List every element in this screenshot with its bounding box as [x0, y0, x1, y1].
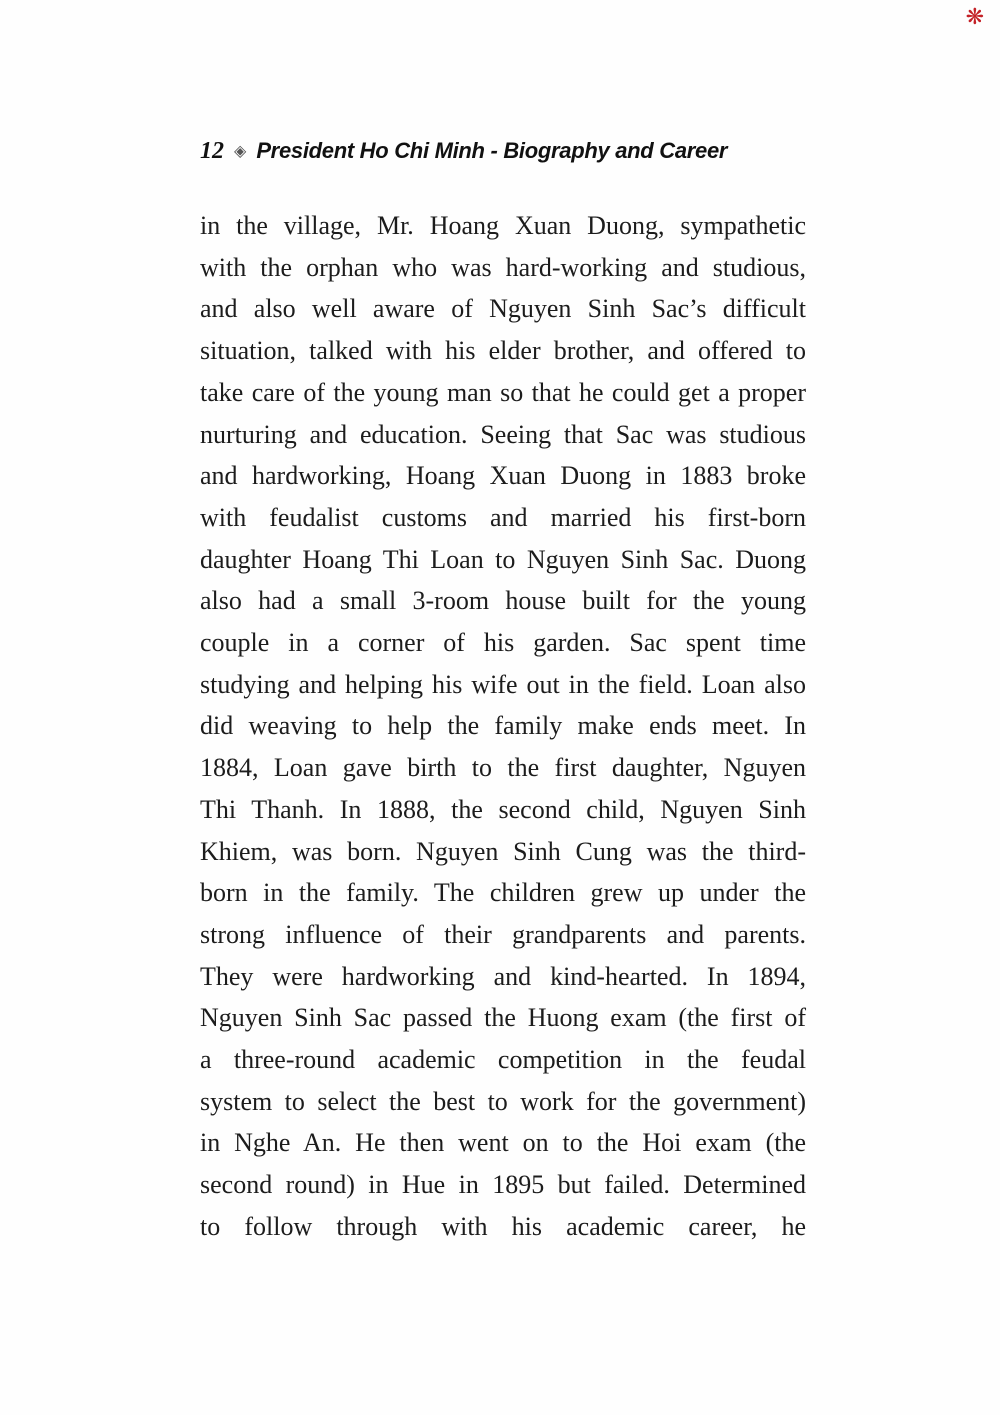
body-line: nurturing and education. Seeing that Sac was studious	[200, 419, 806, 449]
body-line: and also well aware of Nguyen Sinh Sac’s difficult	[200, 294, 806, 324]
running-header-title: President Ho Chi Minh - Biography and Career	[256, 138, 728, 163]
body-line: with the orphan who was hard-working and studious,	[200, 252, 806, 282]
body-line: second round) in Hue in 1895 but failed. Determined	[200, 1170, 806, 1200]
body-line: 1884, Loan gave birth to the first daughter, Nguyen	[200, 753, 806, 783]
body-line: couple in a corner of his garden. Sac spent time	[200, 628, 806, 658]
body-line: daughter Hoang Thi Loan to Nguyen Sinh Sac. Duong	[200, 544, 806, 574]
body-line: Thi Thanh. In 1888, the second child, Nguyen Sinh	[200, 794, 806, 824]
body-line: system to select the best to work for the government)	[200, 1086, 806, 1116]
body-line: strong influence of their grandparents and parents.	[200, 919, 806, 949]
body-line: a three-round academic competition in the feudal	[200, 1045, 806, 1075]
body-line: They were hardworking and kind-hearted. In 1894,	[200, 961, 806, 991]
flower-ornament-icon: ❋	[965, 4, 984, 29]
page-header	[200, 138, 810, 165]
page-number: 12	[200, 138, 224, 164]
body-line: Nguyen Sinh Sac passed the Huong exam (the first of	[200, 1003, 806, 1033]
body-line: and hardworking, Hoang Xuan Duong in 1883 broke	[200, 461, 806, 491]
body-line: did weaving to help the family make ends meet. In	[200, 711, 806, 741]
diamond-separator-icon: ◈	[234, 143, 247, 160]
body-line: to follow through with his academic career, he	[200, 1211, 806, 1241]
body-line: born in the family. The children grew up under the	[200, 878, 806, 908]
body-line: Khiem, was born. Nguyen Sinh Cung was the third-	[200, 836, 806, 866]
body-line: also had a small 3-room house built for the young	[200, 586, 806, 616]
body-text	[200, 205, 806, 1248]
body-line: in the village, Mr. Hoang Xuan Duong, sympathetic	[200, 211, 806, 240]
body-line: situation, talked with his elder brother, and offered to	[200, 336, 806, 366]
body-line: in Nghe An. He then went on to the Hoi exam (the	[200, 1128, 806, 1158]
body-line: with feudalist customs and married his first-born	[200, 502, 806, 532]
body-line: take care of the young man so that he could get a proper	[200, 377, 806, 407]
body-line: studying and helping his wife out in the field. Loan also	[200, 669, 806, 699]
